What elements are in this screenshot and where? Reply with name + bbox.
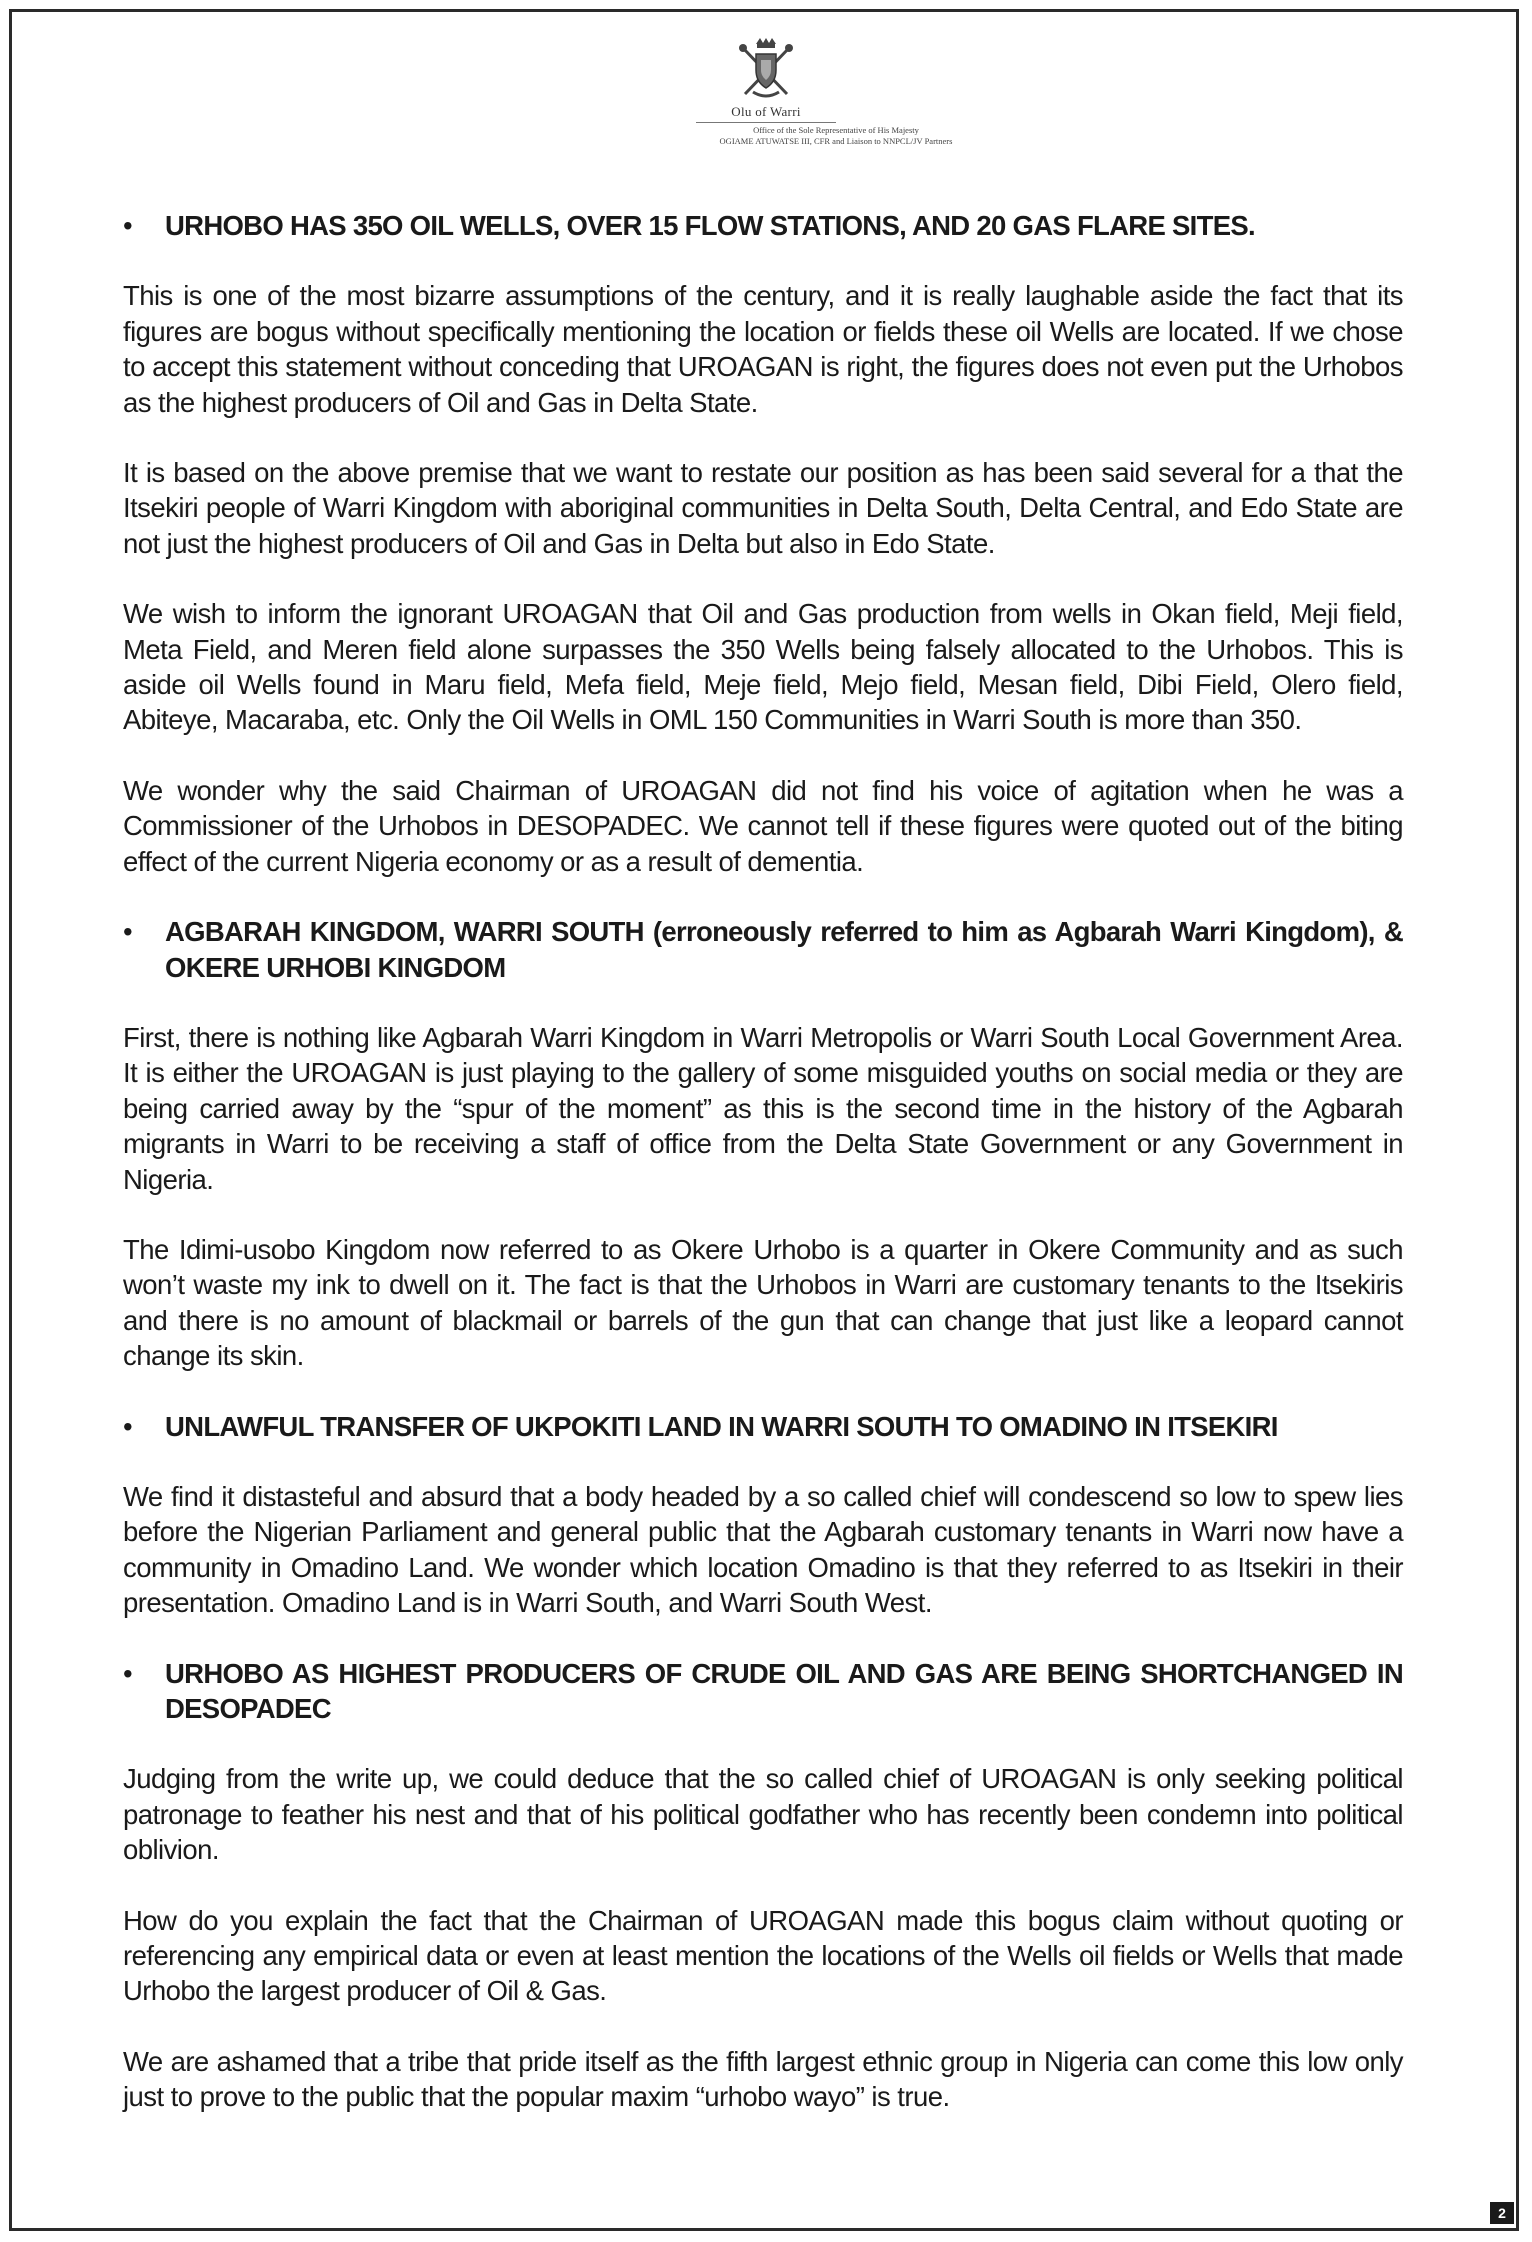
heading-text: URHOBO HAS 35O OIL WELLS, OVER 15 FLOW STATIONS, AND 20 GAS FLARE SITES. <box>165 210 1255 241</box>
bullet-icon: • <box>123 1410 132 1442</box>
paragraph: We wonder why the said Chairman of UROAGAN did not find his voice of agitation when he was a Commissioner of the Urhobos in DESOPADEC. We cannot tell if these figures were quoted out of the biting effect of the current Nigeria economy or as a result of dementia. <box>123 774 1403 877</box>
heading-text: UNLAWFUL TRANSFER OF UKPOKITI LAND IN WARRI SOUTH TO OMADINO IN ITSEKIRI <box>165 1410 1278 1442</box>
section-heading-ukpokiti-land <box>123 1409 1403 1444</box>
bullet-icon: • <box>123 916 132 948</box>
org-line-1: Office of the Sole Representative of His Majesty <box>753 125 919 135</box>
document-body <box>123 208 1403 2150</box>
olu-of-warri-crest-icon <box>731 38 801 102</box>
paragraph: First, there is nothing like Agbarah Warri Kingdom in Warri Metropolis or Warri South Local Government Area. It is either the UROAGAN is just playing to the gallery of some misguided youths on social media or they are being carried away by the “spur of the moment” as this is the second time in the history of the Agbarah migrants in Warri to be receiving a staff of office from the Delta State Government or any Government in Nigeria. <box>123 1021 1403 1195</box>
org-name: Olu of Warri <box>731 104 801 119</box>
heading-text: URHOBO AS HIGHEST PRODUCERS OF CRUDE OIL AND GAS ARE BEING SHORTCHANGED IN DESOPADEC <box>165 1657 1403 1724</box>
section-heading-desopadec <box>123 1656 1403 1727</box>
paragraph: The Idimi-usobo Kingdom now referred to as Okere Urhobo is a quarter in Okere Community and as such won’t waste my ink to dwell on it. The fact is that the Urhobos in Warri are customary tenants to the Itsekiris and there is no amount of blackmail or barrels of the gun that can change that just like a leopard cannot change its skin. <box>123 1233 1403 1372</box>
section-heading-oil-wells <box>123 208 1403 243</box>
paragraph: We are ashamed that a tribe that pride itself as the fifth largest ethnic group in Nigeria can come this low only just to prove to the public that the popular maxim “urhobo wayo” is true. <box>123 2045 1403 2113</box>
letterhead <box>0 38 1532 147</box>
bullet-icon: • <box>123 1657 132 1689</box>
paragraph: We wish to inform the ignorant UROAGAN that Oil and Gas production from wells in Okan field, Meji field, Meta Field, and Meren field alone surpasses the 350 Wells being falsely allocated to the Urhobos. This is aside oil Wells found in Maru field, Mefa field, Meje field, Mejo field, Mesan field, Dibi Field, Olero field, Abiteye, Macaraba, etc. Only the Oil Wells in OML 150 Communities in Warri South is more than 350. <box>123 598 1403 736</box>
paragraph: We find it distasteful and absurd that a body headed by a so called chief will condescend so low to spew lies before the Nigerian Parliament and general public that the Agbarah customary tenants in Warri now have a community in Omadino Land. We wonder which location Omadino is that they referred to as Itsekiri in their presentation. Omadino Land is in Warri South, and Warri South West. <box>123 1480 1403 1619</box>
paragraph: How do you explain the fact that the Chairman of UROAGAN made this bogus claim without quoting or referencing any empirical data or even at least mention the locations of the Wells oil fields or Wells that made Urhobo the largest producer of Oil & Gas. <box>123 1904 1403 2007</box>
heading-text: AGBARAH KINGDOM, WARRI SOUTH (erroneously referred to him as Agbarah Warri Kingdom), & OKERE URHOBI KINGDOM <box>165 916 1403 983</box>
org-line-2: OGIAME ATUWATSE III, CFR and Liaison to NNPCL/JV Partners <box>719 136 953 146</box>
paragraph: Judging from the write up, we could deduce that the so called chief of UROAGAN is only seeking political patronage to feather his nest and that of his political godfather who has recently been condemn into political oblivion. <box>123 1763 1403 1866</box>
paragraph: It is based on the above premise that we want to restate our position as has been said several for a that the Itsekiri people of Warri Kingdom with aboriginal communities in Delta South, Delta Central, and Edo State are not just the highest producers of Oil and Gas in Delta but also in Edo State. <box>123 457 1403 559</box>
section-heading-agbarah-kingdom <box>123 914 1403 985</box>
bullet-icon: • <box>123 210 132 241</box>
paragraph: This is one of the most bizarre assumptions of the century, and it is really laughable aside the fact that its figures are bogus without specifically mentioning the location or fields these oil Wells are located. If we chose to accept this statement without conceding that UROAGAN is right, the figures does not even put the Urhobos as the highest producers of Oil and Gas in Delta State. <box>123 280 1403 418</box>
page-number-badge: 2 <box>1490 2202 1514 2224</box>
org-divider <box>696 122 836 123</box>
